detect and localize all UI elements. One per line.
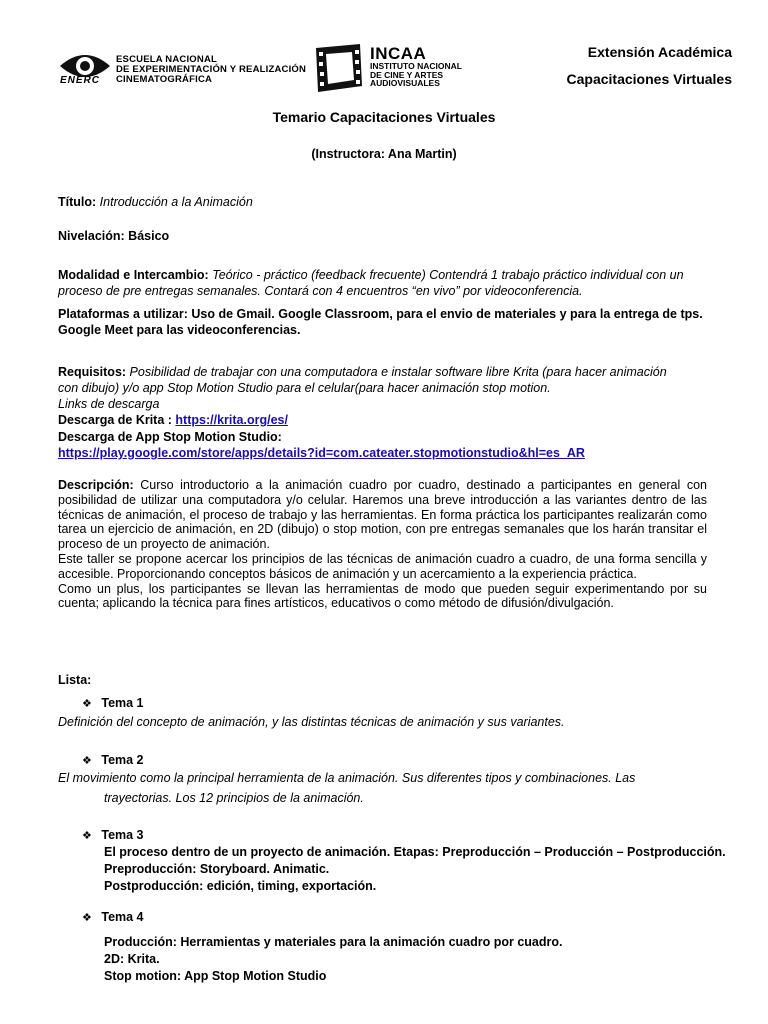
krita-link[interactable]: https://krita.org/es/: [175, 413, 288, 427]
header-extension: Extensión Académica: [587, 44, 732, 60]
plataformas-row: [58, 307, 703, 322]
tema1-title: Tema 1: [101, 696, 144, 710]
tema4-line2: 2D: Krita.: [104, 952, 160, 966]
descripcion-p1-text: Curso introductorio a la animación cuadro por cuadro, destinado a participantes en general con posibilidad de utilizar una computadora y/o celular. Haremos una breve introducción a las variantes dentro de las técnicas de animación, el proceso de trabajo y las herramientas. En forma práctica los participantes realizarán como tarea un ejercicio de animación, en 2D (dibujo) o stop motion, con pre entregas semanales que los harán transitar el proceso de un proyecto de animación.: [58, 478, 707, 552]
descripcion-label: Descripción:: [58, 478, 134, 492]
nivel-row: [58, 229, 169, 244]
incaa-line: AUDIOVISUALES: [370, 78, 440, 88]
instructor-line: (Instructora: Ana Martin): [311, 147, 457, 161]
titulo-label: Título:: [58, 195, 97, 209]
document-title: Temario Capacitaciones Virtuales: [272, 109, 496, 125]
tema1-text: Definición del concepto de animación, y las distintas técnicas de animación y sus variantes.: [58, 715, 565, 729]
incaa-logo-icon: [312, 42, 364, 94]
descripcion-block: [58, 478, 707, 611]
requisitos-line2: con dibujo) y/o app Stop Motion Studio para el celular(para hacer animación stop motion.: [58, 381, 551, 395]
modalidad-line1: Teórico - práctico (feedback frecuente) Contendrá 1 trabajo práctico individual con un: [212, 268, 684, 282]
enerc-line: DE EXPERIMENTACIÓN Y REALIZACIÓN: [116, 64, 307, 75]
titulo-value: Introducción a la Animación: [99, 195, 253, 209]
header-capacitaciones: Capacitaciones Virtuales: [566, 71, 732, 87]
tema2-line1: El movimiento como la principal herramienta de la animación. Sus diferentes tipos y combinaciones. Las: [58, 771, 636, 785]
enerc-logo-word: ENERC: [60, 75, 101, 86]
tema2-line2: trayectorias. Los 12 principios de la animación.: [104, 791, 364, 805]
requisitos-label: Requisitos:: [58, 365, 127, 379]
plataformas-label: Plataformas a utilizar:: [58, 307, 188, 321]
tema4-line3: Stop motion: App Stop Motion Studio: [104, 969, 327, 983]
tema4-title: Tema 4: [101, 910, 144, 924]
enerc-line: ESCUELA NACIONAL: [116, 54, 218, 65]
bullet-icon: ❖: [82, 698, 92, 710]
tema3-title: Tema 3: [101, 828, 144, 842]
nivel-value: Básico: [128, 229, 170, 243]
bullet-icon: ❖: [82, 830, 92, 842]
tema1-heading: [82, 696, 144, 712]
plataformas-line2: Google Meet para las videoconferencias.: [58, 323, 301, 337]
descripcion-p2: Este taller se propone acercar los principios de las técnicas de animación cuadro a cuadro, de una forma sencilla y accesible. Proporcionando conceptos básicos de animación y un acercamiento a la experiencia práctica.: [58, 551, 707, 581]
links-label: Links de descarga: [58, 397, 160, 411]
enerc-line: CINEMATOGRÁFICA: [116, 74, 213, 85]
sms-link[interactable]: https://play.google.com/store/apps/details?id=com.cateater.stopmotionstudio&hl=es_AR: [58, 446, 585, 460]
requisitos-line1: Posibilidad de trabajar con una computadora e instalar software libre Krita (para hacer animación: [129, 365, 667, 379]
nivel-label: Nivelación:: [58, 229, 125, 243]
incaa-subtitle: [370, 62, 462, 88]
modalidad-row: [58, 268, 684, 283]
tema3-heading: [82, 828, 144, 844]
tema2-heading: [82, 753, 144, 769]
sms-label: Descarga de App Stop Motion Studio:: [58, 430, 282, 444]
krita-row: [58, 413, 288, 428]
bullet-icon: ❖: [82, 755, 92, 767]
incaa-line: INSTITUTO NACIONAL: [370, 61, 462, 71]
tema4-line1: Producción: Herramientas y materiales para la animación cuadro por cuadro.: [104, 935, 563, 949]
requisitos-row: [58, 365, 667, 380]
tema4-heading: [82, 910, 144, 926]
modalidad-label: Modalidad e Intercambio:: [58, 268, 209, 282]
enerc-logo-icon: [58, 44, 112, 88]
incaa-title: INCAA: [370, 44, 427, 63]
modalidad-line2: proceso de pre entregas semanales. Contará con 4 encuentros “en vivo” por videoconferencia.: [58, 284, 583, 298]
tema3-line3: Postproducción: edición, timing, exportación.: [104, 879, 377, 893]
titulo-row: [58, 195, 253, 210]
incaa-line: DE CINE Y ARTES: [370, 69, 444, 80]
bullet-icon: ❖: [82, 912, 92, 924]
descripcion-p3: Como un plus, los participantes se llevan las herramientas de modo que pueden seguir experimentando por su cuenta; aplicando la técnica para fines artísticos, educativos o como método de difusión/divulgación.: [58, 581, 707, 611]
lista-label: Lista:: [58, 673, 92, 687]
tema2-title: Tema 2: [101, 753, 144, 767]
descripcion-p1: [58, 478, 707, 552]
plataformas-line1: Uso de Gmail. Google Classroom, para el envio de materiales y para la entrega de tps.: [191, 307, 703, 321]
tema3-line1: El proceso dentro de un proyecto de animación. Etapas: Preproducción – Producción – Postproducción.: [104, 845, 726, 859]
tema3-line2: Preproducción: Storyboard. Animatic.: [104, 862, 330, 876]
enerc-name: [116, 55, 306, 85]
krita-label: Descarga de Krita :: [58, 413, 172, 427]
